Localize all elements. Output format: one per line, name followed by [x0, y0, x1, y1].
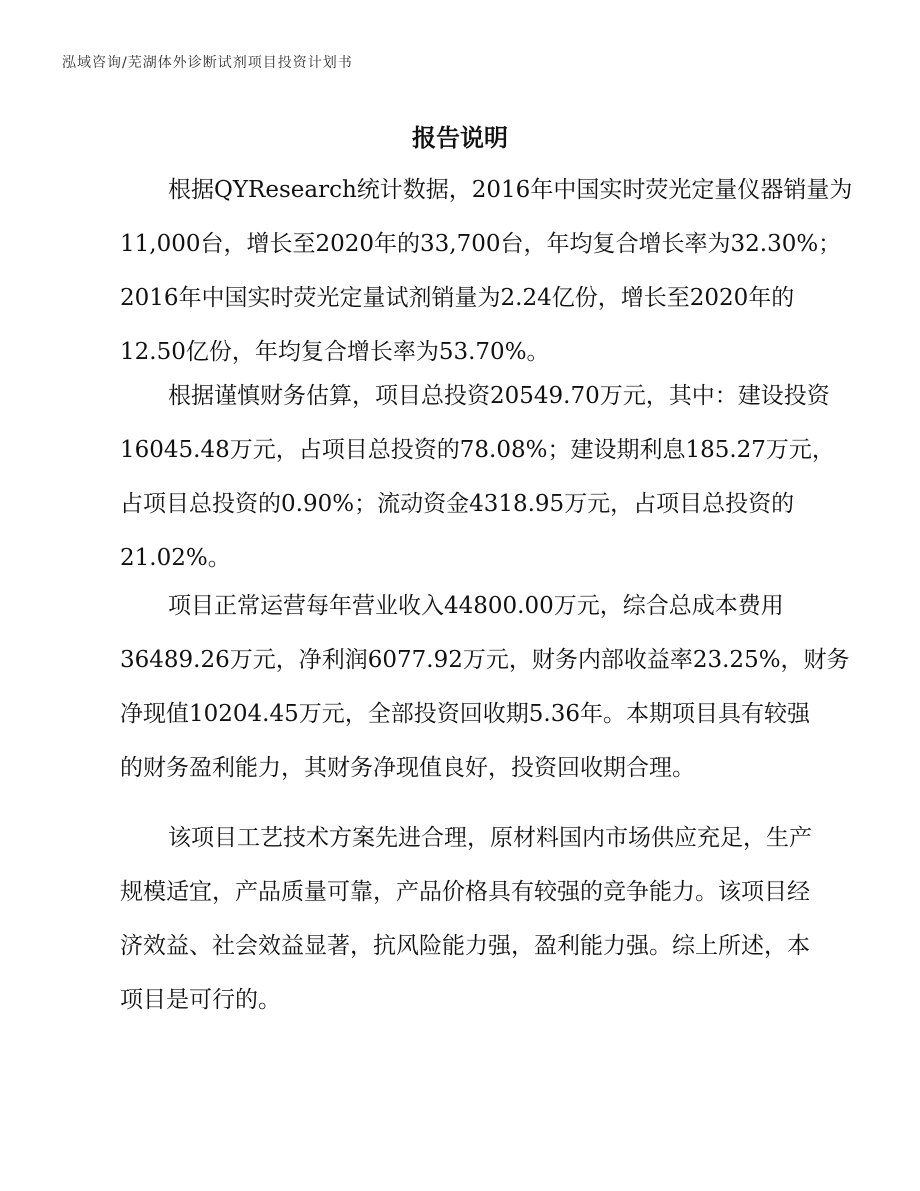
text-line: 16045.48万元，占项目总投资的78.08%；建设期利息185.27万元，: [120, 437, 835, 463]
text-line: 2016年中国实时荧光定量试剂销量为2.24亿份，增长至2020年的: [120, 285, 795, 311]
text-line: 项目正常运营每年营业收入44800.00万元，综合总成本费用: [168, 593, 784, 619]
text-line: 的财务盈利能力，其财务净现值良好，投资回收期合理。: [120, 755, 695, 781]
text-line: 21.02%。: [120, 545, 231, 571]
paragraph-conclusion: [120, 811, 840, 1027]
paragraph-investment: [120, 369, 840, 585]
paragraph-financials: [120, 579, 850, 795]
text-line: 根据QYResearch统计数据，2016年中国实时荧光定量仪器销量为: [168, 177, 853, 203]
text-line: 占项目总投资的0.90%；流动资金4318.95万元，占项目总投资的: [120, 491, 795, 517]
text-line: 12.50亿份，年均复合增长率为53.70%。: [120, 339, 550, 365]
paragraph-market: [120, 163, 853, 379]
running-header: 泓域咨询/芜湖体外诊断试剂项目投资计划书: [62, 55, 353, 71]
text-line: 该项目工艺技术方案先进合理，原材料国内市场供应充足，生产: [168, 825, 812, 851]
text-line: 36489.26万元，净利润6077.92万元，财务内部收益率23.25%，财务: [120, 647, 850, 673]
text-line: 济效益、社会效益显著，抗风险能力强，盈利能力强。综上所述，本: [120, 933, 810, 959]
page-title: 报告说明: [412, 124, 508, 152]
text-line: 规模适宜，产品质量可靠，产品价格具有较强的竞争能力。该项目经: [120, 879, 810, 905]
text-line: 根据谨慎财务估算，项目总投资20549.70万元，其中：建设投资: [168, 383, 830, 409]
text-line: 项目是可行的。: [120, 987, 281, 1013]
text-line: 11,000台，增长至2020年的33,700台，年均复合增长率为32.30%；: [120, 231, 842, 257]
text-line: 净现值10204.45万元，全部投资回收期5.36年。本期项目具有较强: [120, 701, 810, 727]
